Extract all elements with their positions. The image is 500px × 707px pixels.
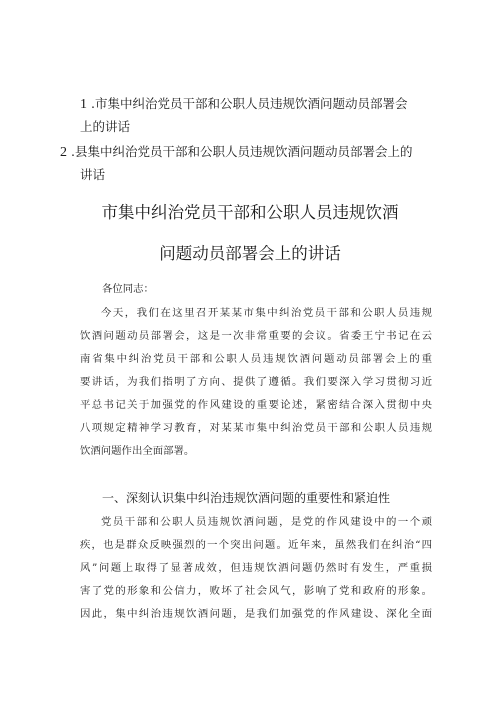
paragraph-2-line: 党员干部和公职人员违规饮酒问题，是党的作风建设中的一个顽 [101, 516, 432, 528]
paragraph-1-line: 平总书记关于加强党的作风建设的重要论述，紧密结合深入贯彻中央 [80, 399, 432, 411]
toc-item-1[interactable] [80, 93, 407, 116]
paragraph-1-line: 要讲话，为我们指明了方向、提供了遵循。我们要深入学习贯彻习近 [80, 376, 432, 388]
salutation: 各位同志： [102, 283, 154, 295]
toc-item-2-number: 2 [60, 145, 67, 160]
document-title-line2: 问题动员部署会上的讲话 [159, 244, 341, 263]
paragraph-2-line: 害了党的形象和公信力，败坏了社会风气，影响了党和政府的形象。 [80, 585, 432, 597]
paragraph-2-line: 风”问题上取得了显著成效，但违规饮酒问题仍然时有发生，严重损 [80, 562, 432, 574]
toc-item-2-title-line2: 讲话 [80, 167, 106, 182]
toc-item-1-title: .市集中纠治党员干部和公职人员违规饮酒问题动员部署会 [90, 96, 408, 111]
toc-item-2-title: .县集中纠治党员干部和公职人员违规饮酒问题动员部署会上的 [70, 144, 413, 159]
toc-item-2[interactable] [60, 141, 412, 164]
paragraph-1-line: 今天，我们在这里召开某某市集中纠治党员干部和公职人员违规 [101, 307, 432, 319]
paragraph-1-line: 饮酒问题动员部署会，这是一次非常重要的会议。省委王宁书记在云 [80, 330, 432, 342]
section-heading-1: 一、深刻认识集中纠治违规饮酒问题的重要性和紧迫性 [102, 491, 391, 505]
paragraph-1-line: 饮酒问题作出全面部署。 [80, 445, 195, 457]
paragraph-2-line: 疾，也是群众反映强烈的一个突出问题。近年来，虽然我们在纠治“四 [80, 539, 432, 551]
paragraph-1-line: 南省集中纠治党员干部和公职人员违规饮酒问题动员部署会上的重 [80, 353, 432, 365]
paragraph-2-line: 因此，集中纠治违规饮酒问题，是我们加强党的作风建设、深化全面 [80, 608, 432, 620]
paragraph-1-line: 八项规定精神学习教育，对某某市集中纠治党员干部和公职人员违规 [80, 422, 432, 434]
toc-item-1-continuation[interactable] [80, 116, 130, 138]
toc-item-1-number: 1 [80, 97, 87, 112]
toc-item-1-title-line2: 上的讲话 [80, 119, 131, 134]
toc-item-2-continuation[interactable] [80, 164, 105, 186]
document-title-line1: 市集中纠治党员干部和公职人员违规饮酒 [101, 203, 399, 222]
